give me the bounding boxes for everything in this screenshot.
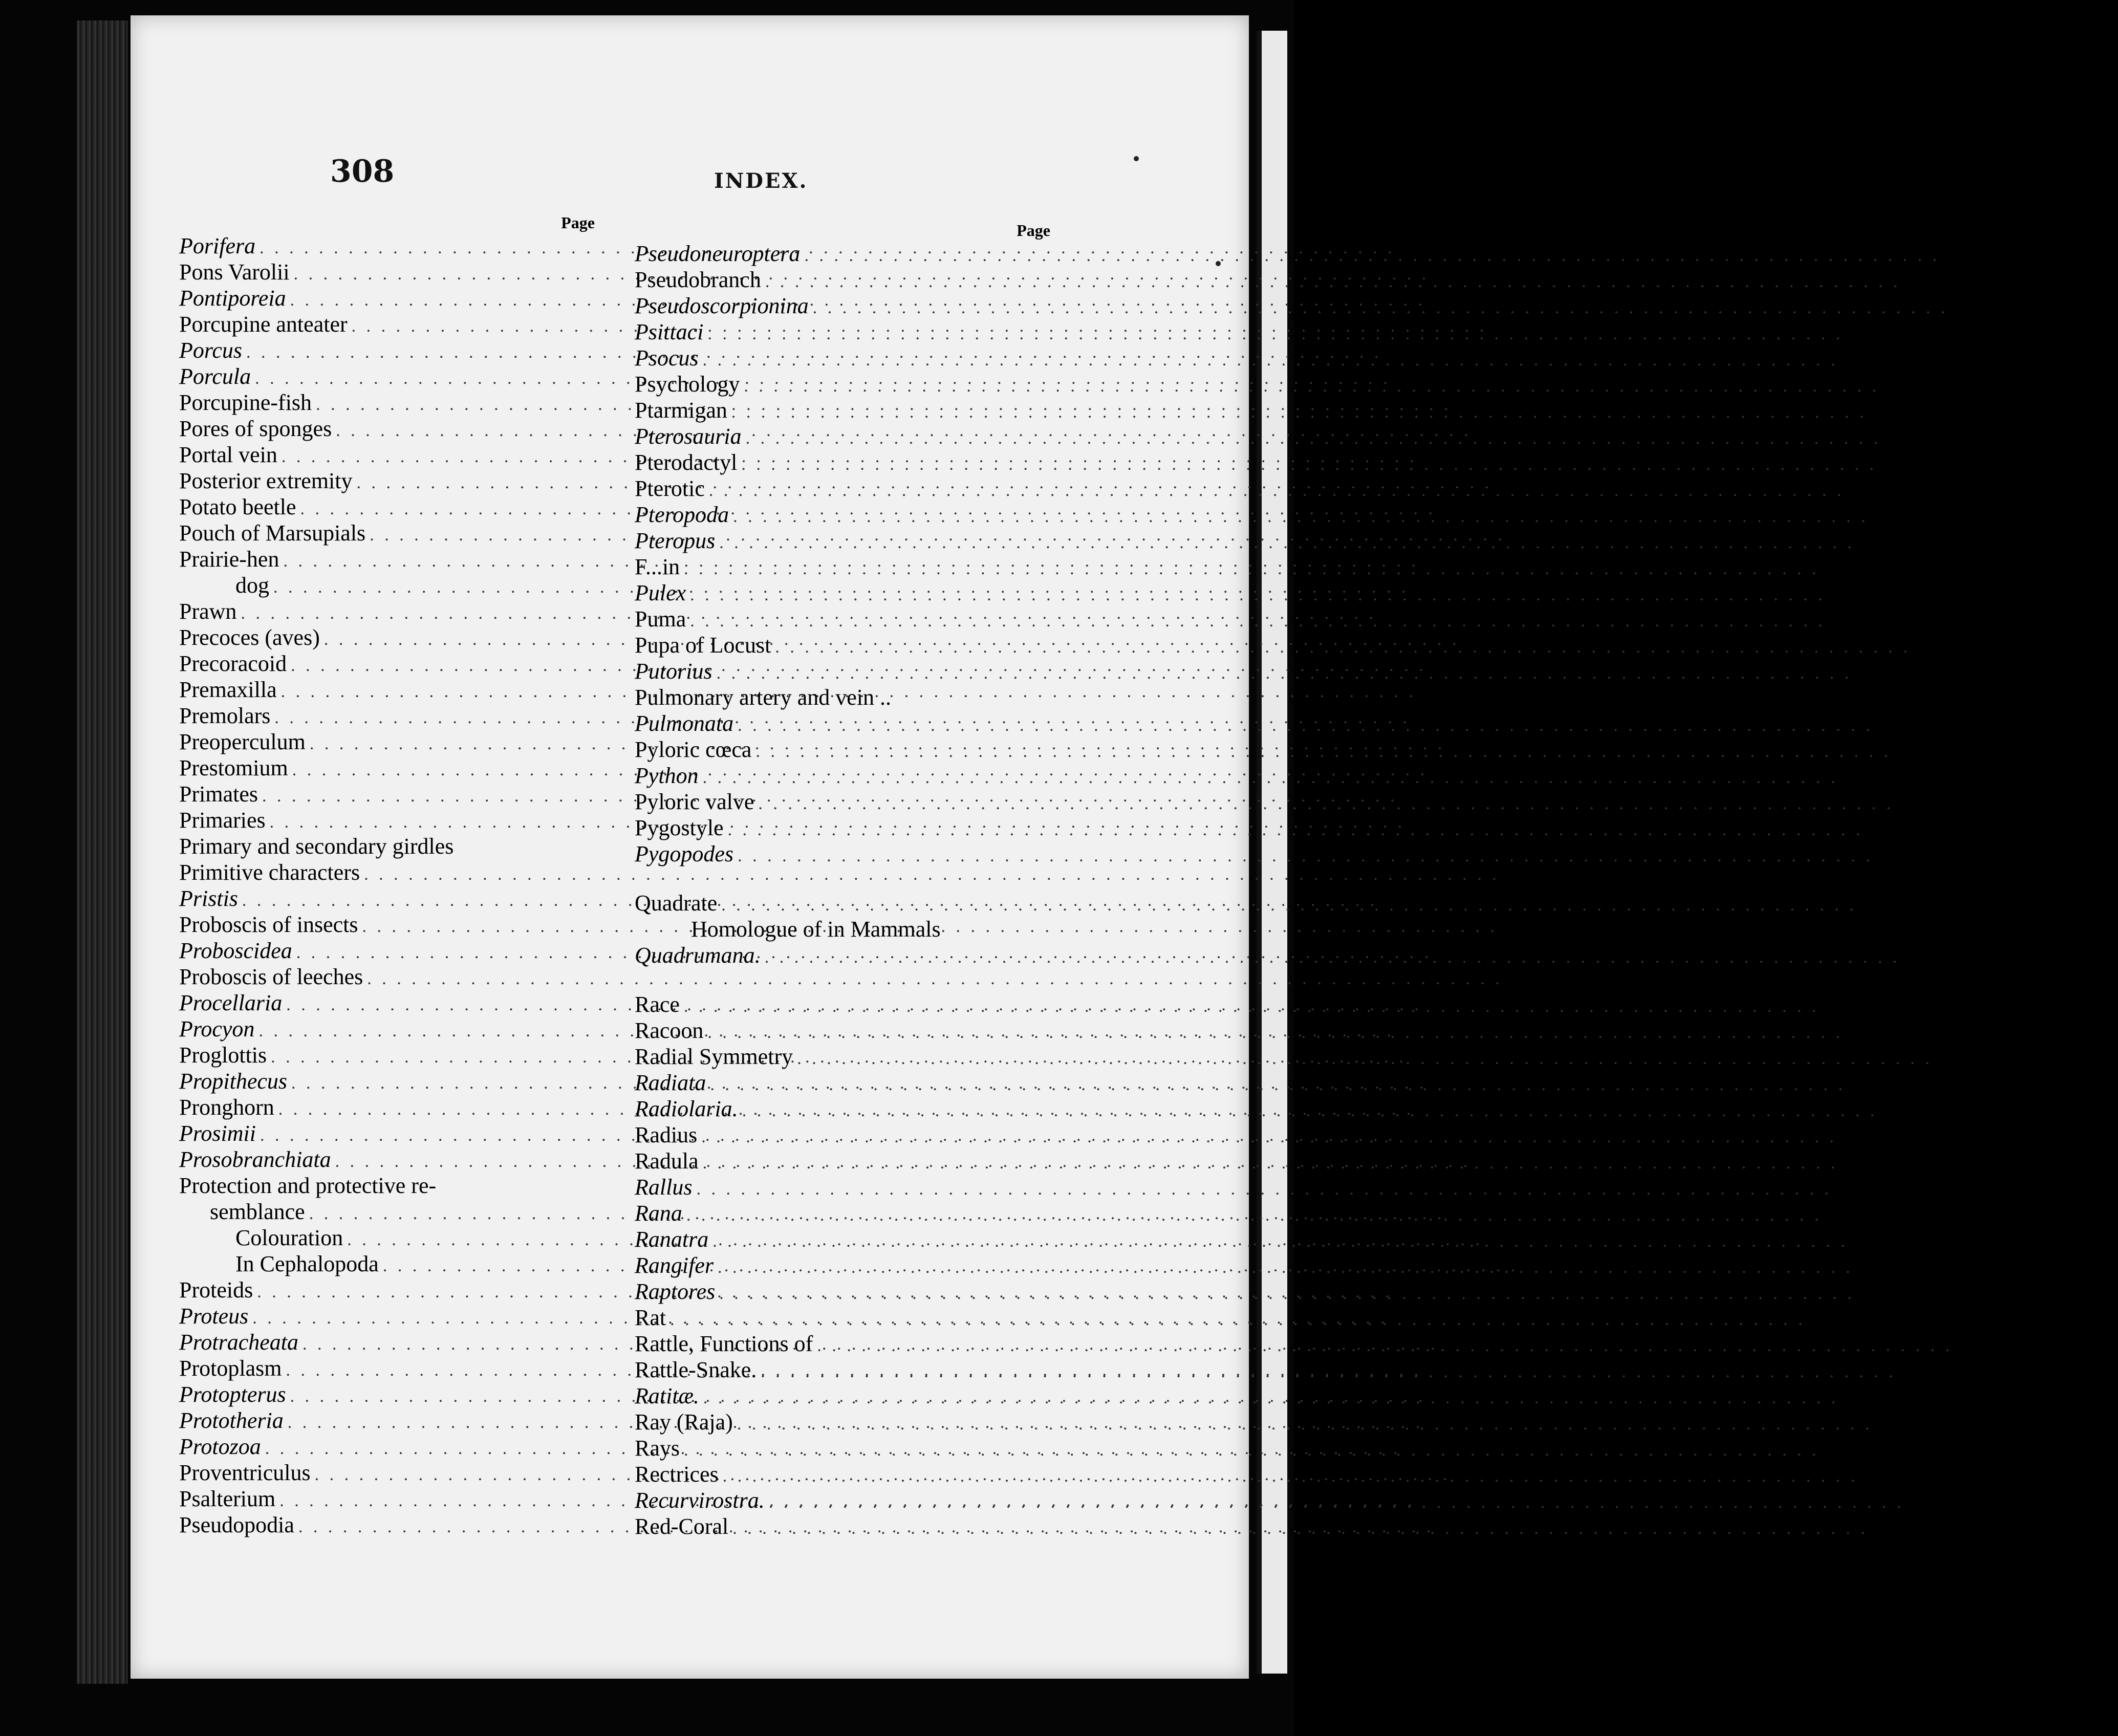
dot-leader [709, 478, 1845, 504]
index-term: Rangifer [635, 1253, 714, 1278]
page-reference: 160 [1491, 312, 1525, 337]
index-term: Rattle, Functions of [635, 1331, 813, 1356]
index-term: Pulmonary artery and vein .. [635, 685, 891, 710]
page-reference: 179 [1829, 606, 1864, 632]
page-reference: 25 [1449, 729, 1472, 754]
page-reference: 78, 80 [1430, 1382, 1486, 1407]
index-term: Psocus [635, 345, 699, 371]
index-term: Radius [635, 1122, 698, 1147]
index-term: Radial Symmetry [635, 1044, 793, 1069]
page-reference: 242 [1849, 1070, 1884, 1095]
page-reference: 143 [1509, 520, 1543, 546]
index-term: Prosimii [179, 1121, 256, 1146]
index-term: Porcus [179, 338, 243, 363]
page-reference: 111 [1842, 763, 1874, 788]
index-term: Psychology [635, 372, 740, 397]
dot-leader [817, 1333, 1953, 1359]
page-reference: 122 [1862, 1462, 1896, 1487]
page-reference: 155 [1414, 703, 1448, 728]
index-term: Proglottis [179, 1043, 267, 1068]
dot-leader [710, 1072, 1846, 1098]
index-term: Prawn [179, 599, 237, 624]
index-term: Procyon [179, 1016, 255, 1041]
index-term: Proboscis of insects [179, 912, 358, 937]
index-term: Rays [635, 1436, 680, 1461]
margin-speck [1134, 156, 1139, 161]
page-reference: 212 [1502, 912, 1536, 937]
index-term: Quadrate [635, 891, 718, 916]
page-reference: 126 [1867, 815, 1901, 840]
page-reference: 175 [1386, 338, 1420, 363]
index-term: Precoracoid [179, 651, 287, 676]
page-reference: 237 [1522, 1251, 1557, 1276]
index-term: Rattle-Snake. [635, 1357, 757, 1382]
index-term: Quadrumana. [635, 943, 761, 968]
index-term: Psalterium [179, 1486, 276, 1511]
index-term: Python [635, 763, 699, 788]
index-term: Pulex [635, 580, 686, 605]
page-reference: 140 [1422, 547, 1457, 572]
page-reference: 138 [1425, 990, 1460, 1015]
index-term: F...in [635, 554, 680, 579]
dot-leader [755, 739, 1891, 765]
page-reference: 140 [1871, 398, 1905, 423]
dot-leader [738, 843, 1873, 869]
index-term: Protection and protective re- [179, 1173, 437, 1198]
index-section-gap [635, 867, 1054, 890]
dot-leader [746, 425, 1882, 451]
index-term: Pygopodes [635, 841, 734, 866]
index-term: Preoperculum [179, 729, 306, 754]
page-reference: 179 [1398, 1016, 1432, 1041]
page-reference: 113 [1956, 1331, 1990, 1356]
page-reference: 136 [1908, 1488, 1942, 1513]
index-term: semblance [210, 1199, 305, 1224]
dot-leader [804, 243, 1940, 269]
dot-leader [696, 1176, 1832, 1202]
page-reference: 242 [1823, 1436, 1857, 1461]
index-term: Primates [179, 782, 258, 807]
page-reference: 184 [1809, 1305, 1844, 1330]
index-term: Psittaci [635, 319, 704, 344]
dot-leader [707, 321, 1843, 347]
index-term: Pons Varolii [179, 259, 290, 285]
page-reference: 132 [1843, 1383, 1877, 1408]
index-term: Procellaria [179, 990, 283, 1015]
dot-leader [721, 892, 1857, 918]
dot-leader [723, 1463, 1858, 1489]
page-reference: 25 [1861, 891, 1884, 916]
index-term: Porcula [179, 364, 251, 389]
dot-leader [758, 791, 1894, 817]
page-reference: 140 [1858, 1279, 1893, 1304]
page-reference: 254 [1475, 416, 1509, 441]
dot-leader [769, 1489, 1905, 1515]
page-reference: 213 [1852, 1227, 1886, 1252]
dot-leader [775, 634, 1911, 660]
index-term: Pseudoscorpionina [635, 293, 809, 318]
index-term: Puma [635, 606, 686, 632]
dot-leader [684, 1437, 1820, 1463]
index-term: Pseudoneuroptera [635, 241, 801, 266]
page-reference: 234 [1842, 1148, 1876, 1174]
index-term: Proventriculus [179, 1460, 311, 1485]
index-term: Colouration [235, 1225, 343, 1250]
index-term: Protozoa [179, 1434, 261, 1459]
index-term: Primary and secondary girdles [179, 834, 454, 859]
page-reference: 179 [1856, 659, 1890, 684]
page-reference: 222 [1506, 964, 1541, 989]
page-reference: 83 [1430, 651, 1453, 676]
page-reference: 222 [1432, 755, 1466, 780]
page-column-label: Page [561, 213, 595, 232]
index-term: Recurvirostra. [635, 1488, 765, 1513]
page-reference: 119 [1881, 450, 1914, 475]
dot-leader [744, 373, 1879, 399]
page-reference: 141 [1847, 319, 1881, 344]
index-term: Potato beetle [179, 494, 296, 519]
page-reference: 263 [1425, 1356, 1459, 1381]
index-term: Pupa of Locust [635, 633, 771, 658]
page-reference: 178 [1418, 1095, 1452, 1120]
index-term: Proteids [179, 1277, 253, 1303]
page-reference: 248 [1872, 1514, 1906, 1539]
page-reference: 25 [1420, 677, 1443, 702]
index-term: Pseudobranch [635, 267, 761, 292]
index-term: Posterior extremity [179, 468, 353, 493]
index-term: Pseudopodia [179, 1512, 294, 1537]
page-reference: 131 [1463, 625, 1498, 650]
page-reference: 188 [1431, 1069, 1465, 1094]
page-reference: 88 [1392, 1304, 1415, 1329]
dot-leader [797, 1046, 1933, 1072]
page-reference: 151 [1433, 259, 1467, 285]
index-term: Portal vein [179, 442, 277, 467]
page-reference: 187 [1399, 1121, 1434, 1146]
dot-leader [813, 295, 1949, 321]
page-reference: 129 [1454, 1460, 1488, 1485]
index-term: Pterotic [635, 476, 705, 501]
index-term: Protopterus [179, 1382, 286, 1407]
page-reference: 39-41 [1897, 789, 1951, 814]
page-reference: 255 [1882, 1096, 1916, 1121]
page-reference: 92, 96 [1826, 1201, 1883, 1226]
index-term: Primaries [179, 808, 266, 833]
index-entry [635, 1148, 1876, 1174]
index-term: Premaxilla [179, 677, 277, 702]
page-reference: 202 [1952, 293, 1986, 318]
index-term: Porcupine-fish [179, 390, 312, 415]
page-reference: 42 [1421, 442, 1444, 467]
index-term: Ratitæ. [635, 1383, 699, 1408]
page-reference: 176 [1419, 1486, 1453, 1511]
page-reference: 122 [1409, 808, 1443, 833]
dot-leader [703, 347, 1839, 373]
page-reference: 85 [1841, 1122, 1864, 1147]
page-reference: 57 [1905, 267, 1928, 292]
page-reference: 137 [1877, 841, 1911, 866]
page-reference: 178 [1857, 1253, 1891, 1278]
index-term: Protoplasm [179, 1356, 282, 1381]
index-term: Porcupine anteater [179, 312, 348, 337]
index-term: Pontiporeia [179, 286, 286, 311]
dot-leader [719, 530, 1855, 556]
dot-leader [684, 556, 1820, 582]
index-term: Premolars [179, 703, 271, 728]
page-reference: 212 [1943, 241, 1978, 266]
page-reference: 235 [1872, 502, 1907, 527]
page-reference: 234 [1475, 1147, 1509, 1172]
index-term: dog [235, 573, 269, 598]
page-reference: 197 [1380, 599, 1414, 624]
page-reference: 253, 255 [1438, 1512, 1517, 1537]
index-term: Pronghorn [179, 1095, 274, 1120]
page-reference: 242 [1936, 1044, 1971, 1069]
page-reference: 76 [1381, 886, 1404, 911]
dot-leader [761, 1359, 1896, 1385]
index-term: Pygostyle [635, 815, 724, 840]
dot-leader [742, 1098, 1878, 1124]
page-reference: 184 [1413, 573, 1447, 598]
page-reference: 149 [2084, 917, 2118, 942]
page-reference: 252-261 [1404, 1434, 1480, 1459]
page-reference: 187 [1904, 943, 1938, 968]
index-term: Precoces (aves) [179, 625, 320, 650]
index-term: Radiata [635, 1070, 706, 1095]
index-term: Ptarmigan [635, 398, 727, 423]
page-reference: 76 [1876, 1409, 1899, 1435]
page-reference: 52 [1823, 992, 1846, 1017]
running-head: INDEX. [714, 169, 808, 193]
index-term: Red-Coral [635, 1514, 729, 1539]
index-term: Proboscidea [179, 938, 292, 963]
page-reference: 210, 216, 287 [1449, 1199, 1573, 1224]
margin-speck [1216, 261, 1221, 266]
dot-leader [718, 1254, 1853, 1281]
page-reference: 211 [1442, 1330, 1475, 1355]
index-term: Primitive characters [179, 860, 360, 885]
page-reference: 160, 143 [1427, 1408, 1506, 1433]
page-reference: 137 [1823, 554, 1857, 579]
index-term: Pteropus [635, 528, 716, 553]
page-reference: 120 [1885, 424, 1919, 449]
page-reference: 71 [1455, 390, 1478, 415]
index-term: Homologue of in Mammals [691, 917, 941, 942]
index-term: Pteropoda [635, 502, 729, 527]
index-term: Rat [635, 1305, 666, 1330]
index-entry [635, 1174, 1870, 1200]
index-term: Propithecus [179, 1069, 287, 1094]
dot-leader [765, 269, 1901, 295]
page-reference: 10 [1503, 860, 1526, 885]
page-reference: 234 [1877, 711, 1911, 736]
page-column-label: Page [1017, 221, 1050, 240]
page-reference: 168 [1436, 938, 1470, 963]
page-reference: 22 [1848, 476, 1871, 501]
dot-leader [684, 993, 1820, 1019]
page-reference: 175 [1394, 364, 1429, 389]
page-reference: 82, 108 [1486, 1225, 1554, 1250]
page-reference: 85 [1496, 468, 1519, 493]
dot-leader [712, 1228, 1848, 1254]
page-reference: 249 [1399, 233, 1433, 258]
index-term: Pyloric cœca [635, 737, 752, 762]
dot-leader [737, 1411, 1873, 1437]
dot-leader [703, 1150, 1839, 1176]
index-term: Prosobranchiata [179, 1147, 331, 1172]
book-spine-edge [77, 20, 128, 1684]
index-term: Racoon [635, 1018, 704, 1043]
index-term: Pores of sponges [179, 416, 332, 441]
index-term: Putorius [635, 659, 712, 684]
index-term: In Cephalopoda [235, 1251, 379, 1276]
index-entry [635, 1017, 1881, 1044]
index-term: Prairie-hen [179, 547, 279, 572]
page-reference: 267 [1883, 372, 1917, 397]
page-reference: 226 [1410, 1043, 1444, 1068]
index-section-gap [635, 968, 1054, 991]
index-term: Proteus [179, 1304, 249, 1329]
index-term: Radiolaria. [635, 1096, 738, 1121]
index-entry [179, 964, 1541, 990]
index-term: Protracheata [179, 1330, 298, 1355]
index-term: Ranatra [635, 1227, 709, 1252]
index-term: Ray (Raja) [635, 1409, 733, 1435]
index-term: Rectrices [635, 1462, 719, 1487]
page-reference: 113 [1900, 1357, 1934, 1382]
page-reference: 188 [1401, 782, 1436, 807]
page-reference: 216 [1829, 580, 1864, 605]
page-reference: 27 [1597, 834, 1620, 859]
dot-leader [690, 608, 1826, 634]
dot-leader [728, 817, 1864, 843]
index-term: Radula [635, 1148, 699, 1174]
index-term: Prestomium [179, 755, 288, 780]
page-reference: 139 [1835, 1175, 1870, 1200]
dot-leader [731, 399, 1867, 425]
index-term: Pristis [179, 886, 238, 911]
page-reference: 179 [1847, 1018, 1881, 1043]
index-term: Pterosauria [635, 424, 742, 449]
page-reference: 263 [1396, 1277, 1431, 1303]
index-term: Raptores [635, 1279, 716, 1304]
page-reference: 60 [1895, 737, 1918, 762]
dot-leader [690, 582, 1826, 608]
page-number: 308 [330, 154, 395, 189]
dot-leader [765, 944, 1900, 970]
page-reference: 198 [1430, 286, 1464, 311]
index-term: Pulmonata [635, 711, 734, 736]
index-term: Race [635, 992, 680, 1017]
dot-leader [703, 1385, 1839, 1411]
dot-leader [738, 712, 1873, 739]
index-term: Rana [635, 1201, 682, 1226]
index-entry [179, 1173, 599, 1199]
index-entry [179, 859, 1526, 885]
dot-leader [719, 1281, 1855, 1307]
dot-leader [733, 504, 1869, 530]
dot-leader [686, 1202, 1822, 1228]
dot-leader [670, 1307, 1806, 1333]
index-term: Prototheria [179, 1408, 284, 1433]
index-term: Pyloric valve [635, 789, 754, 814]
index-term: Rallus [635, 1175, 693, 1200]
page-reference: 87 [2035, 685, 2058, 710]
dot-leader [707, 1019, 1843, 1046]
dot-leader [732, 1515, 1868, 1542]
index-term: Pouch of Marsupials [179, 520, 366, 546]
page-reference: 212 [1842, 345, 1876, 371]
dot-leader [741, 451, 1877, 478]
page-reference: 215 [1440, 494, 1474, 519]
index-term: Proboscis of leeches [179, 964, 363, 989]
page-reference: 186 [1858, 528, 1893, 553]
dot-leader [717, 660, 1852, 686]
index-term: Porifera [179, 233, 256, 258]
page-reference: 209 [1914, 633, 1949, 658]
index-term: Pterodactyl [635, 450, 738, 475]
dot-leader [703, 765, 1839, 791]
dot-leader [701, 1124, 1837, 1150]
